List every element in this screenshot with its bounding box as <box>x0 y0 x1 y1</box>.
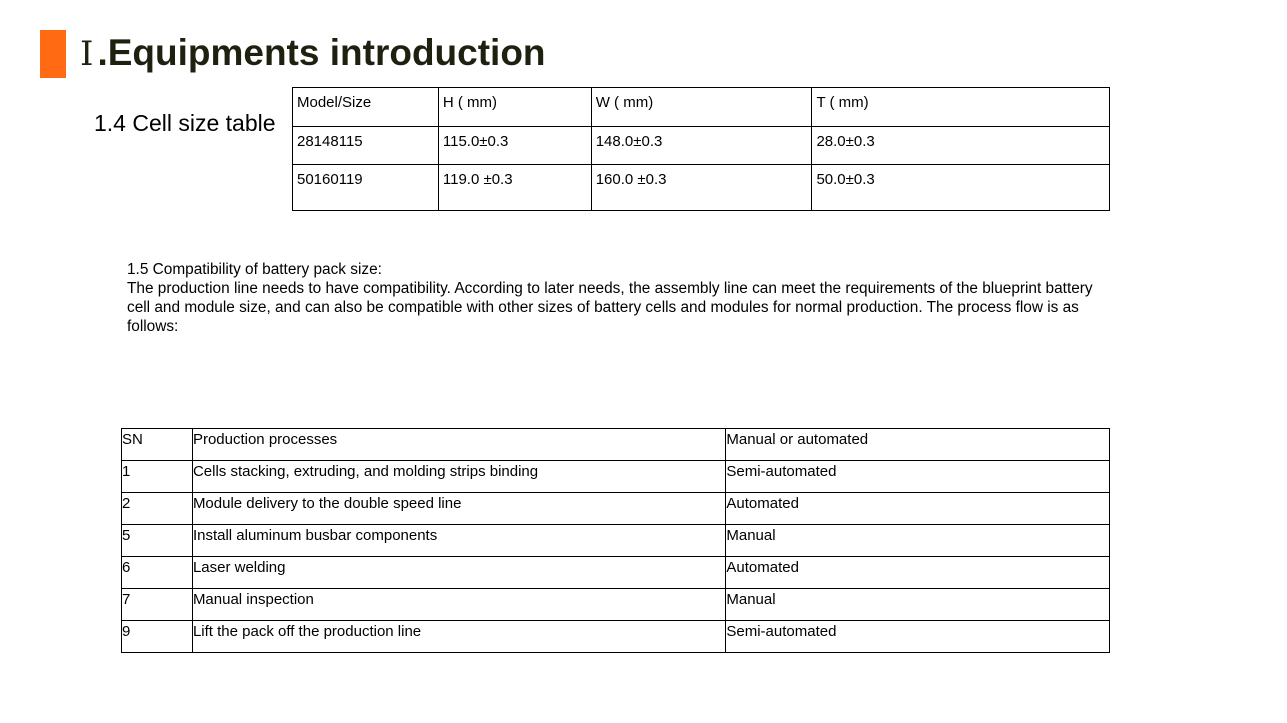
table-cell: 28148115 <box>293 127 439 165</box>
table-header-cell: Model/Size <box>293 88 439 127</box>
table-cell: 50.0±0.3 <box>812 165 1110 211</box>
table-row <box>122 557 1110 589</box>
table-cell: Automated <box>726 557 1110 589</box>
table-cell: Semi-automated <box>726 461 1110 493</box>
process-table <box>121 428 1110 653</box>
table-cell: Manual inspection <box>192 589 725 621</box>
title-text: .Equipments introduction <box>97 32 546 73</box>
table-cell: Laser welding <box>192 557 725 589</box>
page-title <box>80 32 546 74</box>
table-cell: 160.0 ±0.3 <box>591 165 812 211</box>
table-cell: 115.0±0.3 <box>438 127 591 165</box>
table-cell: Lift the pack off the production line <box>192 621 725 653</box>
table-cell: Manual <box>726 525 1110 557</box>
table-header-cell: Production processes <box>192 429 725 461</box>
table-cell: Install aluminum busbar components <box>192 525 725 557</box>
table-cell: Manual <box>726 589 1110 621</box>
table-header-cell: SN <box>122 429 193 461</box>
title-numeral: Ⅰ <box>80 34 94 74</box>
table-row <box>122 525 1110 557</box>
table-header-row <box>122 429 1110 461</box>
cell-size-heading: 1.4 Cell size table <box>94 110 276 136</box>
compatibility-body: The production line needs to have compatibility. According to later needs, the assembly line can meet the requirements of the blueprint battery cell and module size, and can also be compatible with other sizes of battery cells and modules for normal production. The process flow is as follows: <box>127 280 1093 335</box>
table-cell: Semi-automated <box>726 621 1110 653</box>
table-header-cell: T ( mm) <box>812 88 1110 127</box>
table-cell: 5 <box>122 525 193 557</box>
table-row <box>122 461 1110 493</box>
table-cell: 2 <box>122 493 193 525</box>
compatibility-section <box>127 260 1117 336</box>
table-cell: 28.0±0.3 <box>812 127 1110 165</box>
table-cell: Module delivery to the double speed line <box>192 493 725 525</box>
table-cell: 6 <box>122 557 193 589</box>
table-cell: 7 <box>122 589 193 621</box>
table-row <box>293 127 1110 165</box>
table-header-cell: W ( mm) <box>591 88 812 127</box>
title-accent-bar <box>40 30 66 78</box>
table-cell: 119.0 ±0.3 <box>438 165 591 211</box>
table-cell: Cells stacking, extruding, and molding strips binding <box>192 461 725 493</box>
compatibility-heading: 1.5 Compatibility of battery pack size: <box>127 261 382 278</box>
table-row <box>293 165 1110 211</box>
cell-size-table <box>292 87 1110 211</box>
table-row <box>122 589 1110 621</box>
table-cell: Automated <box>726 493 1110 525</box>
table-header-cell: H ( mm) <box>438 88 591 127</box>
table-row <box>122 621 1110 653</box>
table-cell: 148.0±0.3 <box>591 127 812 165</box>
table-row <box>122 493 1110 525</box>
table-cell: 1 <box>122 461 193 493</box>
table-cell: 50160119 <box>293 165 439 211</box>
table-cell: 9 <box>122 621 193 653</box>
table-header-cell: Manual or automated <box>726 429 1110 461</box>
table-header-row <box>293 88 1110 127</box>
